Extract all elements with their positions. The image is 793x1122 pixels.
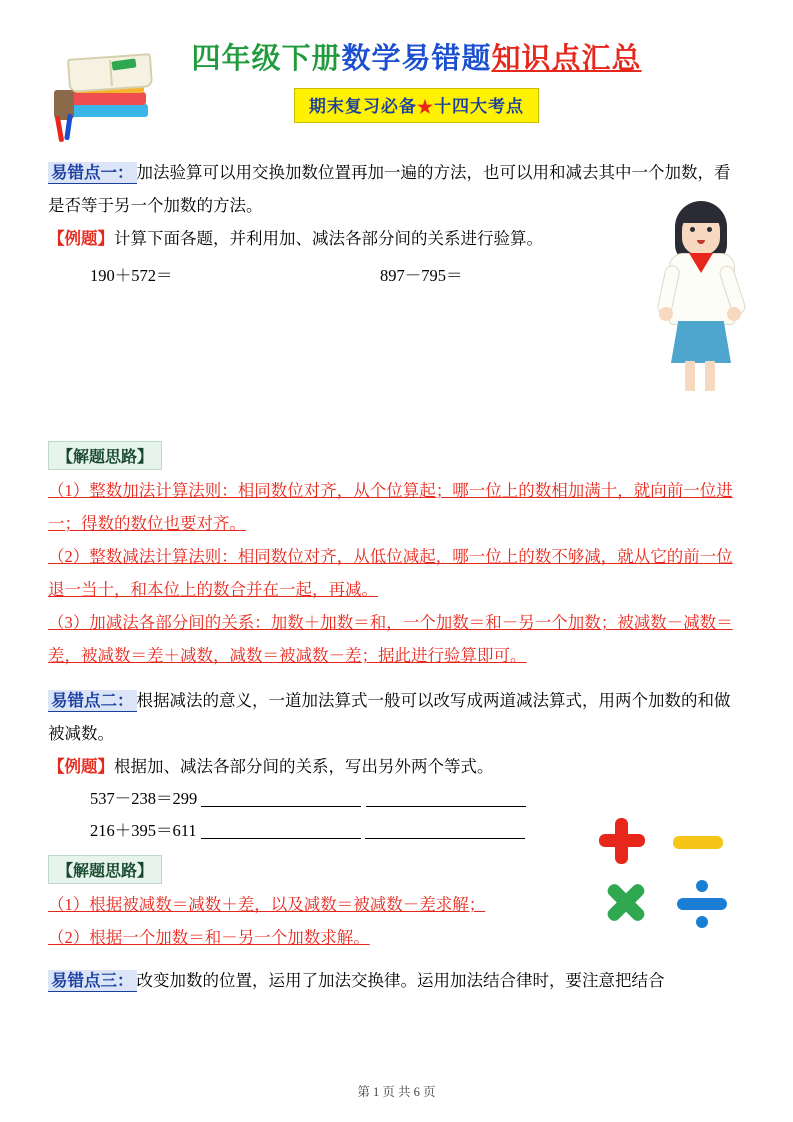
section-3-text: 改变加数的位置，运用了加法交换律。运用加法结合律时，要注意把结合 — [136, 971, 665, 990]
girl-leg-left-icon — [685, 361, 695, 391]
solution-1-item-1: （1）整数加法计算法则：相同数位对齐，从个位算起；哪一位上的数相加满十，就向前一位进一；得数的数位也要对齐。 — [48, 481, 733, 533]
pencil-blue-icon — [64, 114, 73, 140]
section-1-solution — [48, 441, 745, 672]
books-illustration — [54, 42, 158, 138]
book-blue-icon — [66, 104, 148, 117]
girl-eye-right-icon — [707, 227, 712, 232]
section-2-example-tag: 【例题】 — [48, 757, 114, 776]
answer-blank-2[interactable] — [366, 788, 526, 807]
section-1-statement — [48, 156, 745, 222]
section-1-example-text: 计算下面各题，并利用加、减法各部分间的关系进行验算。 — [114, 229, 543, 248]
problem-2: 897－795＝ — [380, 266, 463, 285]
section-2-statement — [48, 684, 745, 750]
pencil-red-icon — [55, 116, 64, 142]
section-2-equation-row-1 — [90, 783, 745, 815]
girl-eye-left-icon — [690, 227, 695, 232]
math-symbols-illustration — [599, 818, 747, 948]
section-1-example-tag: 【例题】 — [48, 229, 114, 248]
star-icon: ★ — [416, 97, 435, 117]
section-1-example — [48, 222, 745, 255]
title-part-grade: 四年级下册 — [191, 43, 342, 75]
section-3-tag: 易错点三： — [48, 970, 137, 992]
girl-fringe-icon — [679, 205, 723, 223]
book-red-icon — [70, 92, 146, 105]
section-2-example-text: 根据加、减法各部分间的关系，写出另外两个等式。 — [114, 757, 494, 776]
document-header — [48, 36, 745, 144]
girl-hand-left-icon — [659, 307, 673, 321]
solution-2-item-2: （2）根据一个加数＝和－另一个加数求解。 — [48, 928, 370, 947]
subtitle-right-text: 十四大考点 — [434, 97, 525, 116]
section-1 — [48, 156, 745, 255]
girl-leg-right-icon — [705, 361, 715, 391]
section-2-solution-head: 【解题思路】 — [48, 855, 162, 884]
girl-skirt-icon — [671, 321, 731, 363]
solution-1-item-3: （3）加减法各部分间的关系：加数＋加数＝和，一个加数＝和－另一个加数；被减数－减数＝差，被减数＝差＋减数，减数＝被减数－差；据此进行验算即可。 — [48, 613, 733, 665]
subtitle-left-text: 期末复习必备 — [308, 97, 417, 116]
section-1-text: 加法验算可以用交换加数位置再加一遍的方法，也可以用和减去其中一个加数，看是否等于另一个加数的方法。 — [48, 163, 731, 215]
section-2-tag: 易错点二： — [48, 690, 137, 712]
problem-1: 190＋572＝ — [90, 266, 173, 285]
solution-1-item-2: （2）整数减法计算法则：相同数位对齐，从低位减起，哪一位上的数不够减，就从它的前一位退一当十，和本位上的数合并在一起，再减。 — [48, 547, 733, 599]
solution-2-item-1: （1）根据被减数＝减数＋差，以及减数＝被减数－差求解； — [48, 895, 486, 914]
divide-icon — [677, 880, 727, 928]
answer-blank-3[interactable] — [201, 820, 361, 839]
title-part-subject: 数学易错题 — [341, 43, 492, 75]
equation-2: 216＋395＝611 — [90, 821, 197, 840]
girl-hand-right-icon — [727, 307, 741, 321]
multiply-icon — [603, 880, 649, 926]
page-footer: 第 1 页 共 6 页 — [357, 1085, 436, 1099]
girl-illustration — [655, 195, 747, 395]
section-1-problems — [48, 261, 745, 291]
pencil-cup-icon — [54, 90, 74, 120]
title-part-summary: 知识点汇总 — [491, 43, 642, 75]
answer-blank-1[interactable] — [201, 788, 361, 807]
section-2-text: 根据减法的意义，一道加法算式一般可以改写成两道减法算式，用两个加数的和做被减数。 — [48, 691, 731, 743]
section-1-solution-head: 【解题思路】 — [48, 441, 162, 470]
open-book-icon — [67, 53, 153, 93]
minus-icon — [673, 836, 723, 849]
section-3-statement — [48, 964, 745, 997]
section-1-tag: 易错点一： — [48, 162, 137, 184]
section-1-solution-body — [48, 474, 745, 672]
section-3 — [48, 964, 745, 997]
subtitle-banner — [294, 88, 539, 123]
section-2-example — [48, 750, 745, 783]
equation-1: 537－238＝299 — [90, 789, 198, 808]
section-2 — [48, 684, 745, 783]
answer-blank-4[interactable] — [365, 820, 525, 839]
